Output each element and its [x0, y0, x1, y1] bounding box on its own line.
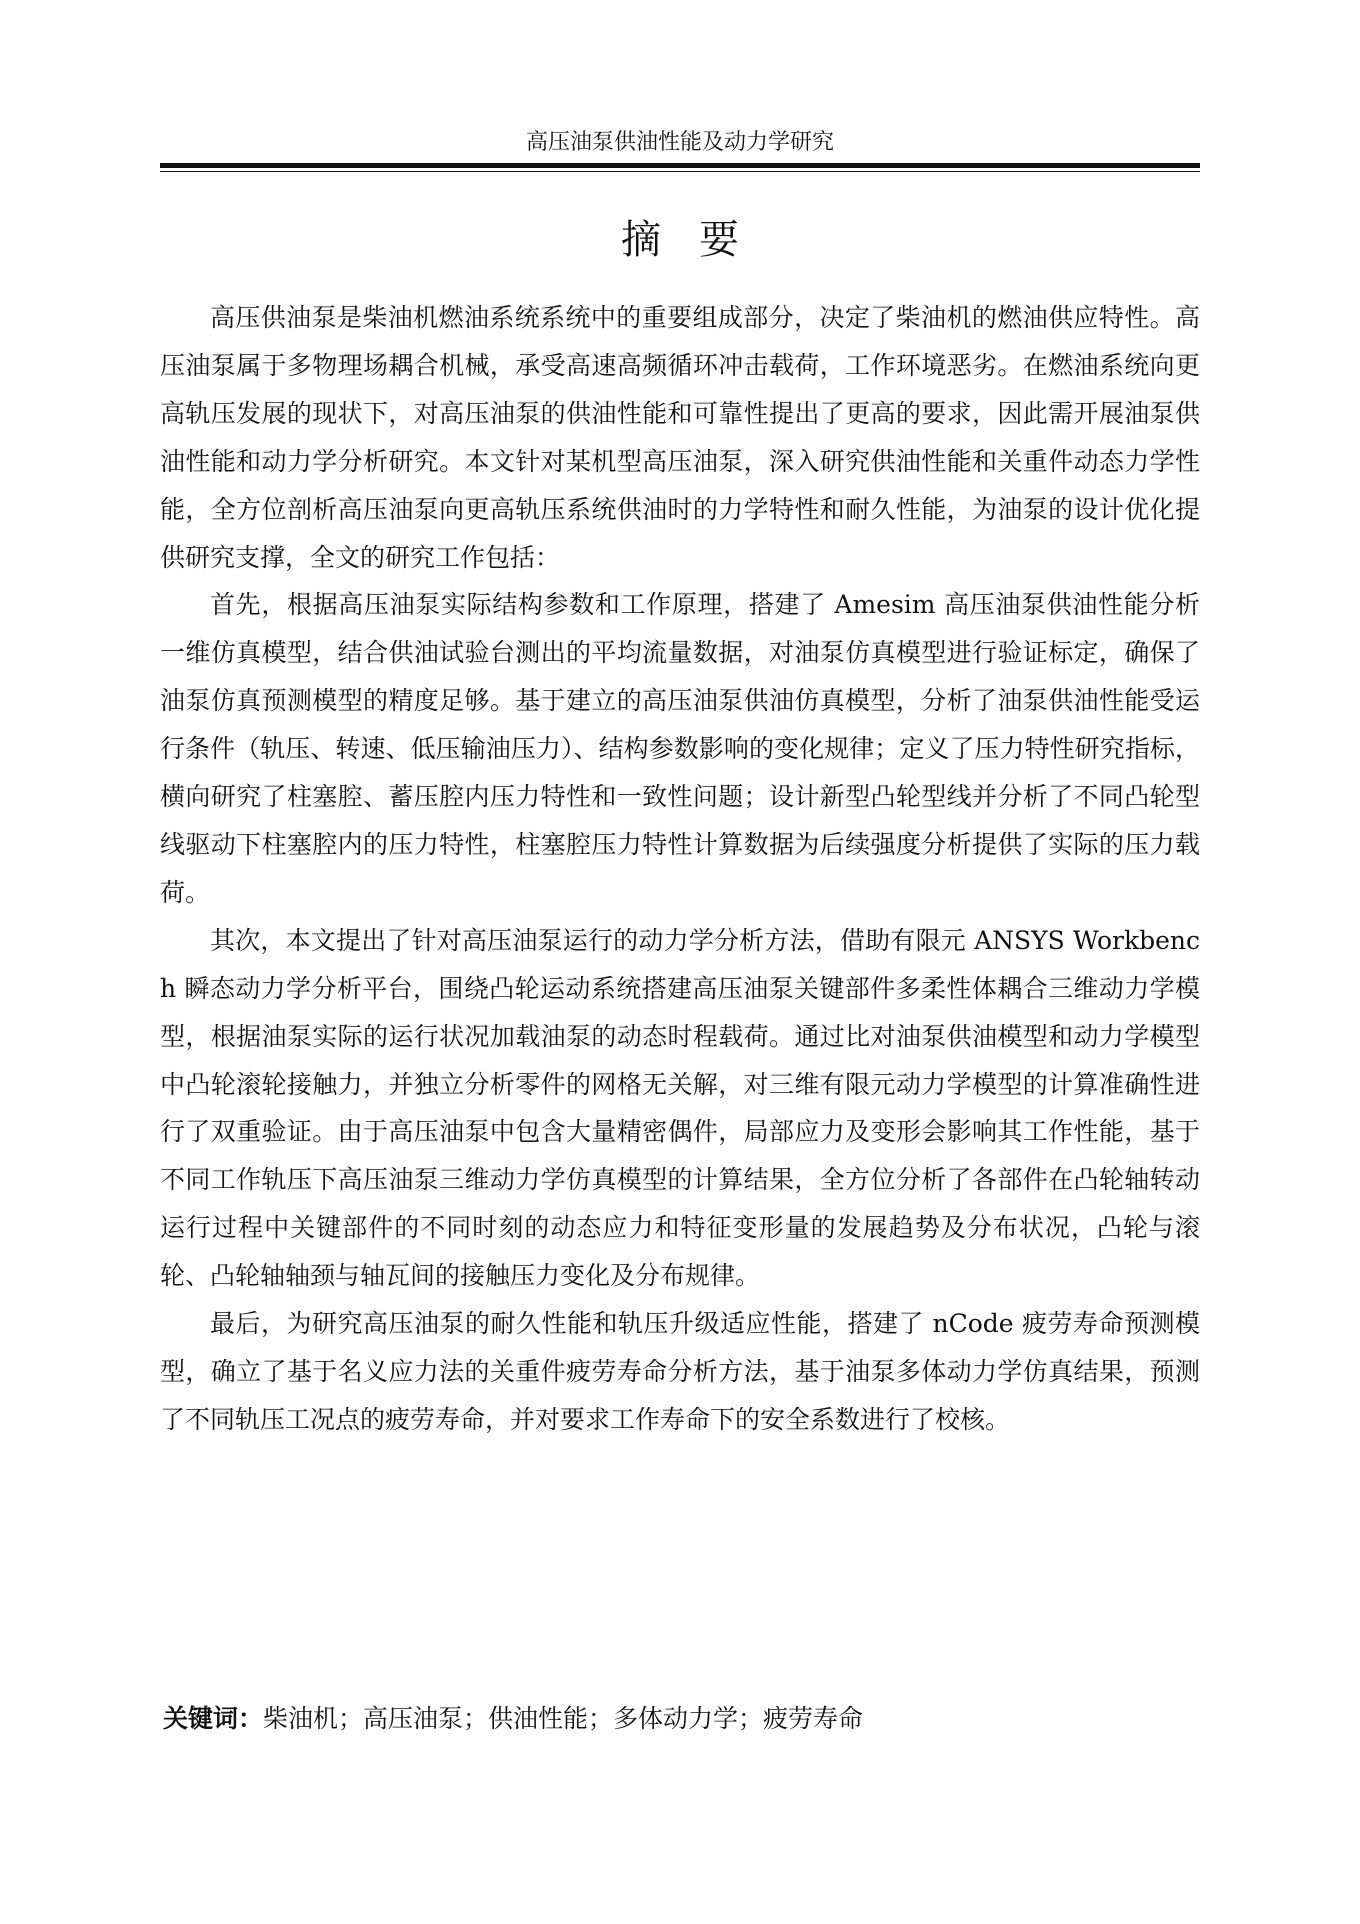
header-rule-thick — [160, 163, 1200, 168]
header-rule-thin — [160, 171, 1200, 172]
keywords-text: 柴油机；高压油泵；供油性能；多体动力学；疲劳寿命 — [263, 1704, 864, 1733]
abstract-paragraph-2: 首先，根据高压油泵实际结构参数和工作原理，搭建了 Amesim 高压油泵供油性能分析一维仿真模型，结合供油试验台测出的平均流量数据，对油泵仿真模型进行验证标定，确保了油泵仿真预测模型的精度足够。基于建立的高压油泵供油仿真模型，分析了油泵供油性能受运行条件（轨压、转速、低压输油压力）、结构参数影响的变化规律；定义了压力特性研究指标，横向研究了柱塞腔、蓄压腔内压力特性和一致性问题；设计新型凸轮型线并分析了不同凸轮型线驱动下柱塞腔内的压力特性，柱塞腔压力特性计算数据为后续强度分析提供了实际的压力载荷。 — [160, 590, 1200, 907]
abstract-paragraph-1: 高压供油泵是柴油机燃油系统系统中的重要组成部分，决定了柴油机的燃油供应特性。高压油泵属于多物理场耦合机械，承受高速高频循环冲击载荷，工作环境恶劣。在燃油系统向更高轨压发展的现状下，对高压油泵的供油性能和可靠性提出了更高的要求，因此需开展油泵供油性能和动力学分析研究。本文针对某机型高压油泵，深入研究供油性能和关重件动态力学性能，全方位剖析高压油泵向更高轨压系统供油时的力学特性和耐久性能，为油泵的设计优化提供研究支撑，全文的研究工作包括： — [160, 303, 1200, 572]
abstract-paragraph-4: 最后，为研究高压油泵的耐久性能和轨压升级适应性能，搭建了 nCode 疲劳寿命预测模型，确立了基于名义应力法的关重件疲劳寿命分析方法，基于油泵多体动力学仿真结果，预测了不同轨压工况点的疲劳寿命，并对要求工作寿命下的安全系数进行了校核。 — [160, 1309, 1200, 1434]
page-title: 摘要 — [621, 217, 777, 263]
running-header: 高压油泵供油性能及动力学研究 — [525, 130, 834, 155]
keywords-line — [163, 1701, 1203, 1737]
abstract-body — [160, 294, 1200, 1444]
abstract-paragraph-3: 其次，本文提出了针对高压油泵运行的动力学分析方法，借助有限元 ANSYS Workbench 瞬态动力学分析平台，围绕凸轮运动系统搭建高压油泵关键部件多柔性体耦合三维动力学模型，根据油泵实际的运行状况加载油泵的动态时程载荷。通过比对油泵供油模型和动力学模型中凸轮滚轮接触力，并独立分析零件的网格无关解，对三维有限元动力学模型的计算准确性进行了双重验证。由于高压油泵中包含大量精密偶件，局部应力及变形会影响其工作性能，基于不同工作轨压下高压油泵三维动力学仿真模型的计算结果，全方位分析了各部件在凸轮轴转动运行过程中关键部件的不同时刻的动态应力和特征变形量的发展趋势及分布状况，凸轮与滚轮、凸轮轴轴颈与轴瓦间的接触压力变化及分布规律。 — [160, 925, 1200, 1291]
keywords-label: 关键词： — [163, 1704, 264, 1733]
